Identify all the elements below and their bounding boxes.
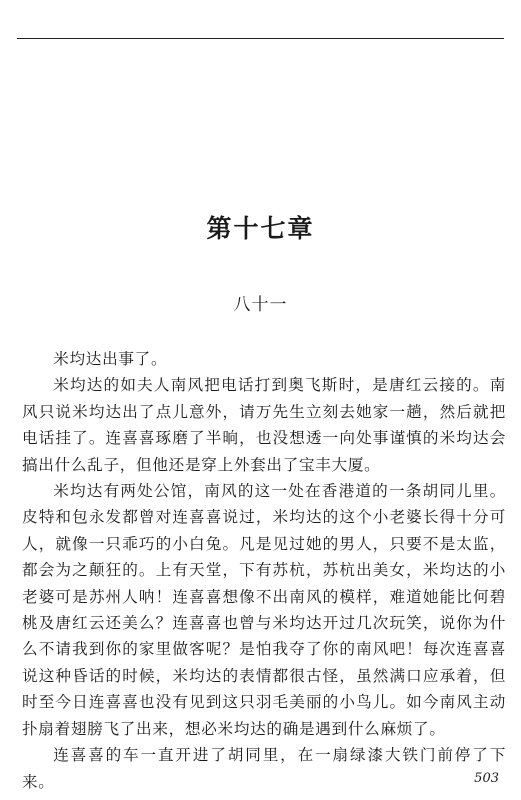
section-title: 八十一 xyxy=(233,295,288,315)
body-text xyxy=(22,346,506,795)
header-rule xyxy=(17,38,504,39)
page-number: 503 xyxy=(474,771,499,786)
paragraph: 米均达有两处公馆，南风的这一处在香港道的一条胡同儿里。皮特和包永发都曾对连喜喜说过，米均达的这个小老婆长得十分可人，就像一只乖巧的小白兔。凡是见过她的男人，只要不是太监，都会为之颠狂的。上有天堂，下有苏杭，苏杭出美女，米均达的小老婆可是苏州人呐！连喜喜想像不出南风的模样，难道她能比何碧桃及唐红云还美么？连喜喜也曾与米均达开过几次玩笑，说你为什么不请我到你的家里做客呢？是怕我夺了你的南风吧！每次连喜喜说这种昏话的时候，米均达的表情都很古怪，虽然满口应承着，但时至今日连喜喜也没有见到这只羽毛美丽的小鸟儿。如今南风主动扑扇着翅膀飞了出来，想必米均达的确是遇到什么麻烦了。 xyxy=(22,482,506,738)
paragraph: 米均达的如夫人南风把电话打到奥飞斯时，是唐红云接的。南风只说米均达出了点儿意外，请万先生立刻去她家一趟，然后就把电话挂了。连喜喜琢磨了半晌，也没想透一向处事谨慎的米均达会搞出什么乱子，但他还是穿上外套出了宝丰大厦。 xyxy=(22,376,506,474)
paragraph: 米均达出事了。 xyxy=(53,350,168,368)
chapter-title: 第十七章 xyxy=(206,214,315,243)
paragraph: 连喜喜的车一直开进了胡同里，在一扇绿漆大铁门前停了下来。 xyxy=(22,746,506,791)
